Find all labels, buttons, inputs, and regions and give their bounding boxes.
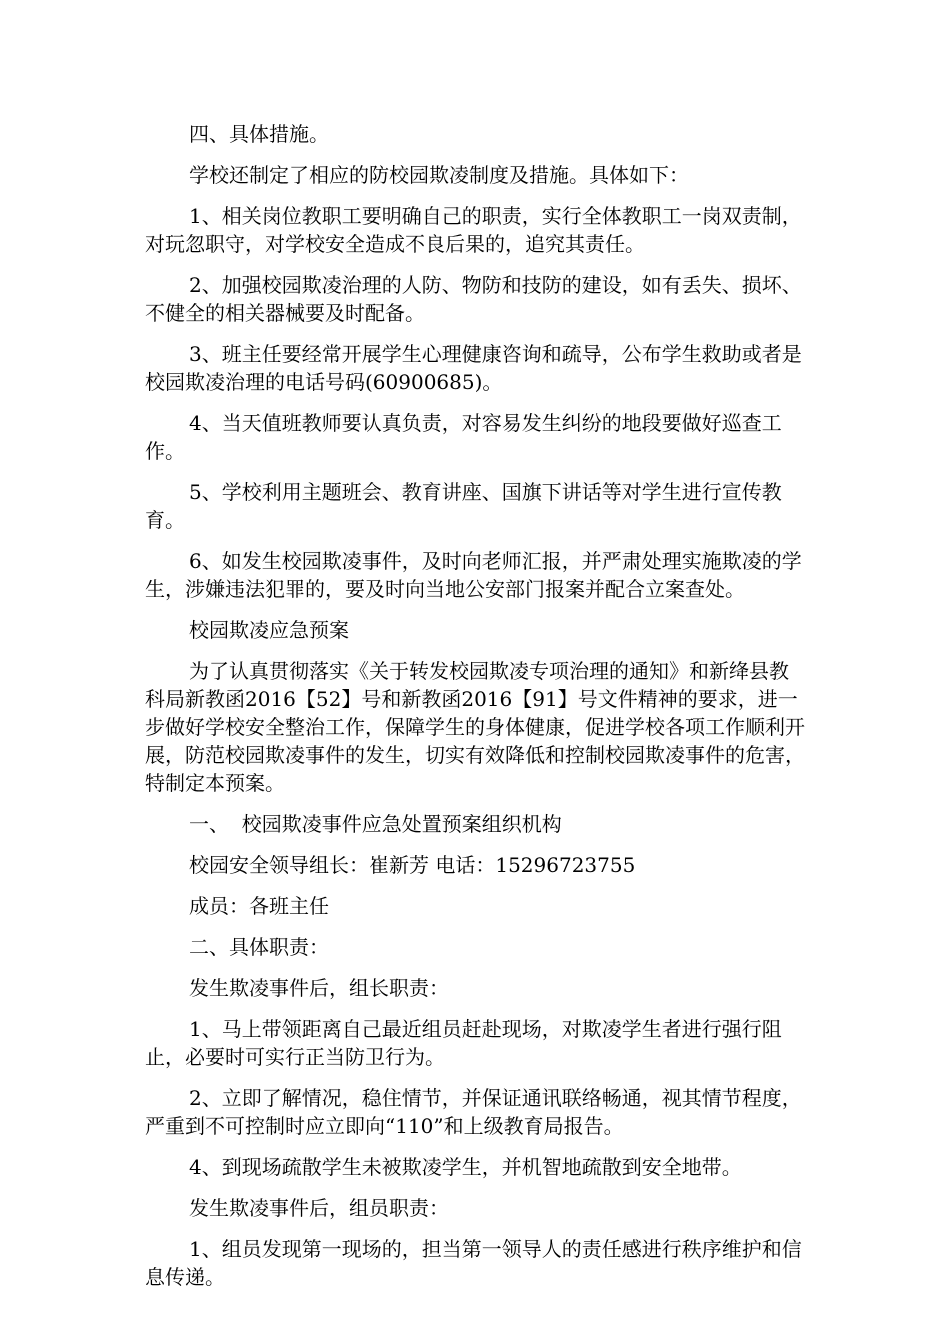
leader-duties-heading: 发生欺凌事件后，组长职责： <box>189 976 449 1000</box>
members-line: 成员：各班主任 <box>189 894 329 918</box>
section-heading-organization: 一、 校园欺凌事件应急处置预案组织机构 <box>189 812 562 836</box>
measure-item-3: 3、班主任要经常开展学生心理健康咨询和疏导，公布学生救助或者是校园欺凌治理的电话号码(60900685)。 <box>145 342 802 394</box>
document-body <box>145 120 807 1304</box>
plan-title: 校园欺凌应急预案 <box>189 618 349 642</box>
member-duties-heading: 发生欺凌事件后，组员职责： <box>189 1196 449 1220</box>
measure-item-2: 2、加强校园欺凌治理的人防、物防和技防的建设，如有丢失、损坏、不健全的相关器械要及时配备。 <box>145 273 802 325</box>
member-duty-1: 1、组员发现第一现场的，担当第一领导人的责任感进行秩序维护和信息传递。 <box>145 1237 802 1289</box>
measure-item-4: 4、当天值班教师要认真负责，对容易发生纠纷的地段要做好巡查工作。 <box>145 411 782 463</box>
measure-item-1: 1、相关岗位教职工要明确自己的职责，实行全体教职工一岗双责制，对玩忽职守，对学校安全造成不良后果的，追究其责任。 <box>145 204 802 256</box>
leader-duty-2: 2、立即了解情况，稳住情节，并保证通讯联络畅通，视其情节程度，严重到不可控制时应立即向“110”和上级教育局报告。 <box>145 1086 802 1138</box>
section-heading-measures: 四、具体措施。 <box>189 122 329 146</box>
plan-purpose-paragraph: 为了认真贯彻落实《关于转发校园欺凌专项治理的通知》和新绛县教科局新教函2016【52】号和新教函2016【91】号文件精神的要求，进一步做好学校安全整治工作，保障学生的身体健康，促进学校各项工作顺利开展，防范校园欺凌事件的发生，切实有效降低和控制校园欺凌事件的危害，特制定本预案。 <box>145 659 805 795</box>
paragraph-intro: 学校还制定了相应的防校园欺凌制度及措施。具体如下： <box>189 163 689 187</box>
measure-item-6: 6、如发生校园欺凌事件，及时向老师汇报，并严肃处理实施欺凌的学生，涉嫌违法犯罪的，要及时向当地公安部门报案并配合立案查处。 <box>145 549 802 601</box>
leader-duty-1: 1、马上带领距离自己最近组员赶赴现场，对欺凌学生者进行强行阻止，必要时可实行正当防卫行为。 <box>145 1017 782 1069</box>
measure-item-5: 5、学校利用主题班会、教育讲座、国旗下讲话等对学生进行宣传教育。 <box>145 480 782 532</box>
leader-contact: 校园安全领导组长：崔新芳 电话：15296723755 <box>189 853 636 877</box>
leader-duty-4: 4、到现场疏散学生未被欺凌学生，并机智地疏散到安全地带。 <box>189 1155 742 1179</box>
section-heading-duties: 二、具体职责： <box>189 935 329 959</box>
